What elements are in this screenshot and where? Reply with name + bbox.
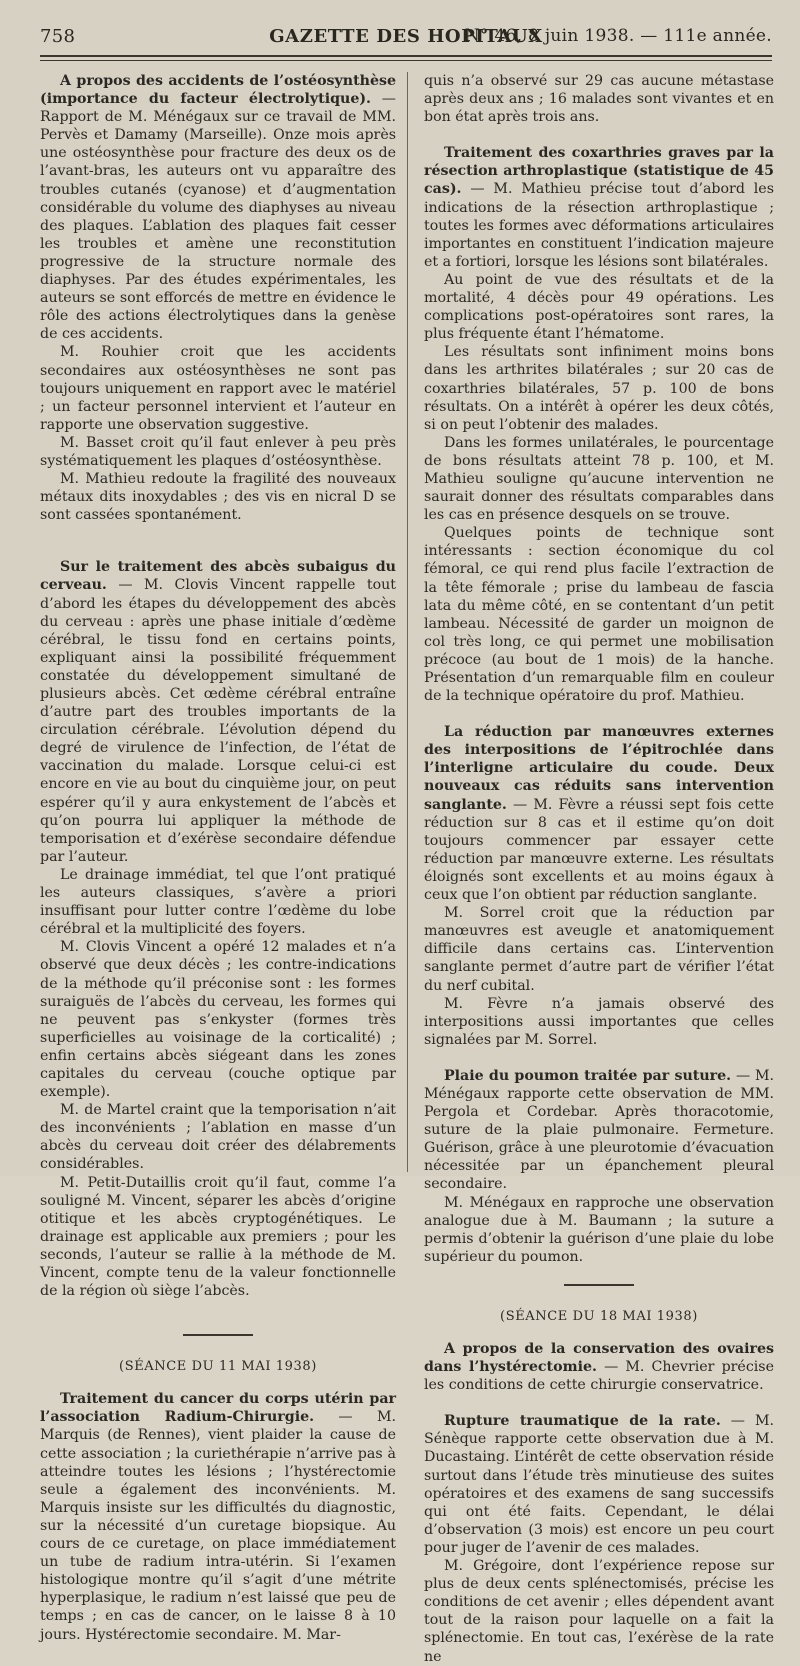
journal-title: GAZETTE DES HOPITAUX (269, 26, 543, 47)
article-body: — M. Chevrier précise les conditions de cette chirurgie conservatrice. (424, 1359, 774, 1394)
paragraph: M. Rouhier croit que les accidents secondaires aux ostéosynthèses ne sont pas toujours uniquement en rapport avec le matériel ; un facteur personnel intervient et l’auteur en rapporte une observation suggestive. (40, 344, 396, 433)
article-epitrochlee (424, 723, 774, 904)
paragraph-continued: quis n’a observé sur 29 cas aucune métastase après deux ans ; 16 malades sont vivantes et en bon état après trois ans. (424, 73, 774, 126)
article-title: Rupture traumatique de la rate. (444, 1413, 721, 1430)
paragraph: M. Mathieu redoute la fragilité des nouveaux métaux dits inoxydables ; des vis en nicral D se sont cassées spontanément. (40, 471, 396, 524)
article-body: — M. Marquis (de Rennes), vient plaider la cause de cette association ; la curiethérapie n’arrive pas à atteindre toutes les lésions ; l’hystérectomie seule a également des inconvénients. M. Marquis insiste sur les difficultés du diagnostic, sur la nécessité d’un curetage biopsique. Au cours de ce curetage, on place immédiatement un tube de radium intra-utérin. Si l’examen histologique montre qu’il s’agit d’une métrite hyperplasique, le radium n’est laissé que peu de temps ; en cas de cancer, on le laisse 8 à 10 jours. Hystérectomie secondaire. M. Mar- (40, 1409, 396, 1643)
paragraph: M. Sorrel croit que la réduction par manœuvres est aveugle et anatomiquement difficile dans certains cas. L’intervention sanglante permet d’autre part de vérifier l’état du nerf cubital. (424, 905, 774, 994)
article-body: — M. Clovis Vincent rappelle tout d’abord les étapes du développement des abcès du cerveau : après une phase initiale d’œdème cérébral, le tissu fond en certains points, expliquant ainsi la possibilité fréquemment constatée du développement simultané de plusieurs abcès. Cet œdème cérébral entraîne d’autre part des troubles importants de la circulation cérébrale. L’évolution dépend du degré de virulence de l’infection, de l’état de vaccination du malade. Lorsque celui-ci est encore en vie au bout du cinquième jour, on peut espérer qu’il y aura enkystement de l’abcès et qu’on pourra lui appliquer la méthode de temporisation et d’exérèse secondaire défendue par l’auteur. (40, 577, 396, 865)
article-cancer-uterin (40, 1390, 396, 1643)
article-coxarthries (424, 144, 774, 271)
seance-heading: (SÉANCE DU 18 MAI 1938) (500, 1308, 698, 1324)
article-title: Traitement du cancer du corps utérin par l’association Radium-Chirurgie. (40, 1391, 396, 1426)
article-title: A propos de la conservation des ovaires dans l’hystérectomie. (424, 1341, 774, 1376)
paragraph: M. Petit-Dutaillis croit qu’il faut, comme l’a souligné M. Vincent, séparer les abcès d’origine otitique et les abcès cryptogénétiques. Le drainage est applicable aux premiers ; pour les seconds, l’auteur se rallie à la méthode de M. Vincent, compte tenu de la valeur fonctionnelle de la région où siège l’abcès. (40, 1174, 396, 1300)
paragraph: M. Clovis Vincent a opéré 12 malades et n’a observé que deux décès ; les contre-indications de la méthode qu’il préconise sont : les formes suraiguës de l’abcès du cerveau, les formes qui ne peuvent pas s’enkyster (formes très superficielles au voisinage de la corticalité) ; enfin certains abcès siégeant dans les zones capitales du cerveau (couche optique par exemple). (40, 939, 396, 1101)
paragraph: Dans les formes unilatérales, le pourcentage de bons résultats atteint 78 p. 100, et M. Mathieu souligne qu’aucune intervention ne saurait donner des résultats comparables dans les cas en présence desquels on se trouve. (424, 434, 774, 524)
paragraph: Quelques points de technique sont intéressants : section économique du col fémoral, ce qui rend plus facile l’extraction de la tête fémorale ; prise du lambeau de fascia lata du même côté, en se contentant d’un petit lambeau. Nécessité de garder un moignon de col très long, ce qui permet une mobilisation précoce (au bout de 1 mois) de la hanche. Présentation d’un remarquable film en couleur de la technique opératoire du prof. Mathieu. (424, 525, 774, 705)
article-body: — M. Sénèque rapporte cette observation due à M. Ducastaing. L’intérêt de cette observation réside surtout dans l’étude très minutieuse des suites opératoires et des examens de sang successifs qui ont été faits. Cependant, le délai d’observation (3 mois) est encore un peu court pour juger de l’avenir de ces malades. (424, 1413, 774, 1556)
article-title: Traitement des coxarthries graves par la résection arthroplastique (statistique de 45 cas). (424, 145, 774, 198)
page-header (40, 22, 772, 52)
article-rupture-rate (424, 1412, 774, 1557)
article-title: A propos des accidents de l’ostéosynthèse (importance du facteur électrolytique). (40, 73, 396, 108)
left-column (40, 72, 396, 1644)
paragraph: M. Fèvre n’a jamais observé des interpositions aussi importantes que celles signalées par M. Sorrel. (424, 995, 774, 1048)
paragraph: M. Basset croit qu’il faut enlever à peu près systématiquement les plaques d’ostéosynthèse. (40, 434, 396, 469)
page-number: 758 (40, 26, 76, 47)
article-plaie-poumon (424, 1067, 774, 1194)
paragraph: Au point de vue des résultats et de la mortalité, 4 décès pour 49 opérations. Les complications post-opératoires sont rares, la plus fréquente étant l’hématome. (424, 271, 774, 343)
article-body: — M. Fèvre a réussi sept fois cette réduction sur 8 cas et il estime qu’on doit toujours commencer par essayer cette réduction par manœuvre externe. Les résultats éloignés sont excellents et au moins égaux à ceux que l’on obtient par réduction sanglante. (424, 796, 774, 904)
article-body: — M. Mathieu précise tout d’abord les indications de la résection arthroplastique ; toutes les formes avec déformations articulaires importantes en constituent l’indication majeure et a fortiori, lorsque les lésions sont bilatérales. (424, 181, 774, 270)
paragraph: Le drainage immédiat, tel que l’ont pratiqué les auteurs classiques, s’avère a priori insuffisant pour lutter contre l’œdème du lobe cérébral et la multiplicité des foyers. (40, 866, 396, 938)
article-body: — Rapport de M. Ménégaux sur ce travail de MM. Pervès et Damamy (Marseille). Onze mois après une ostéosynthèse pour fracture des deux os de l’avant-bras, les auteurs ont vu apparaître des troubles cutanés (cyanose) et d’augmentation considérable du volume des diaphyses au niveau des plaques. L’ablation des plaques fait cesser les troubles et amène une reconstitution progressive de la structure normale des diaphyses. Par des études expérimentales, les auteurs se sont efforcés de mettre en évidence le rôle des actions électrolytiques dans la genèse de ces accidents. (40, 91, 396, 343)
header-rule-thin (40, 60, 772, 61)
right-column (424, 72, 774, 1666)
section-separator (183, 1334, 253, 1336)
paragraph: Les résultats sont infiniment moins bons dans les arthrites bilatérales ; sur 20 cas de coxarthries bilatérales, 57 p. 100 de bons résultats. On a intérêt à opérer les deux côtés, si on peut l’obtenir des malades. (424, 344, 774, 433)
header-rule (40, 55, 772, 57)
article-title: Sur le traitement des abcès subaigus du cerveau. (40, 559, 396, 594)
issue-info: N° 46, 8 juin 1938. — 111e année. (464, 26, 772, 46)
article-title: Plaie du poumon traitée par suture. (444, 1067, 732, 1084)
seance-heading: (SÉANCE DU 11 MAI 1938) (119, 1359, 317, 1375)
section-separator (564, 1284, 634, 1286)
paragraph: M. de Martel craint que la temporisation n’ait des inconvénients ; l’ablation en masse d’un abcès du cerveau doit créer des délabrements considérables. (40, 1102, 396, 1173)
paragraph: M. Ménégaux en rapproche une observation analogue due à M. Baumann ; la suture a permis d’obtenir la guérison d’une plaie du lobe supérieur du poumon. (424, 1194, 774, 1265)
column-divider (407, 72, 408, 1172)
article-title: La réduction par manœuvres externes des interpositions de l’épitrochlée dans l’interligne articulaire du coude. Deux nouveaux cas réduits sans intervention sanglante. (424, 724, 774, 813)
article-ovaires (424, 1340, 774, 1394)
article-body: — M. Ménégaux rapporte cette observation de MM. Pergola et Cordebar. Après thoracotomie, suture de la plaie pulmonaire. Fermeture. Guérison, grâce à une pleurotomie d’évacuation nécessitée par un épanchement pleural secondaire. (424, 1067, 774, 1193)
article-osteosynthese (40, 72, 396, 343)
article-abces-cerveau (40, 558, 396, 866)
paragraph: M. Grégoire, dont l’expérience repose sur plus de deux cents splénectomisés, précise les conditions de cet avenir ; elles dépendent avant tout de la raison pour laquelle on a fait la splénectomie. En tout cas, l’exérèse de la rate ne (424, 1558, 774, 1665)
